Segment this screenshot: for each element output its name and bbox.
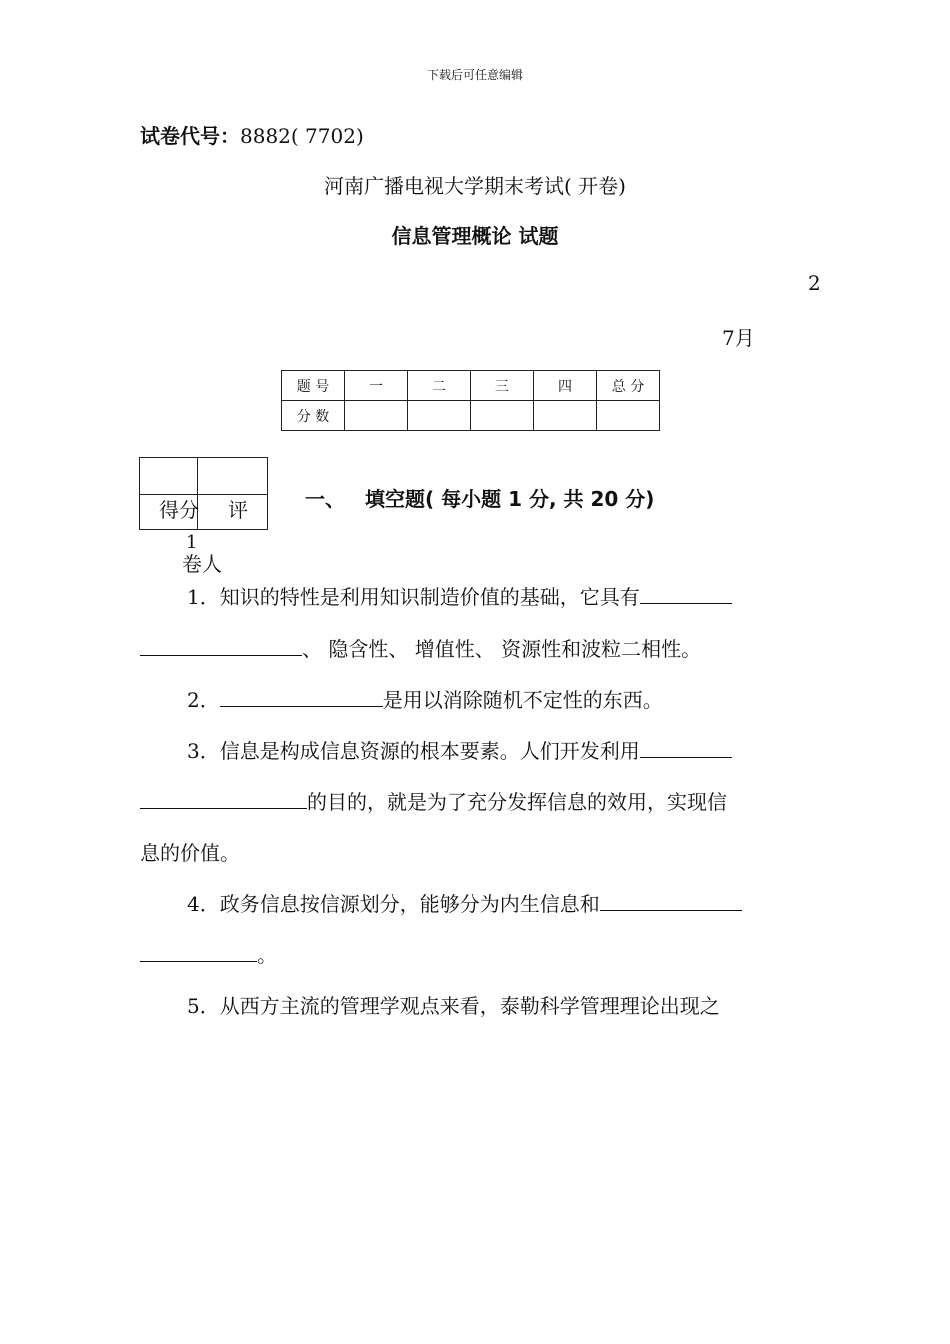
exam-code-label: 试卷代号： (140, 124, 240, 148)
score-header-cell: 二 (408, 371, 471, 401)
question-text: 息的价值。 (140, 841, 240, 865)
question-text: 4．政务信息按信源划分，能够分为内生信息和 (187, 892, 600, 916)
score-cell-empty (408, 401, 471, 431)
question-text: 1．知识的特性是利用知识制造价值的基础，它具有 (187, 585, 640, 609)
question-3-line-3 (140, 837, 240, 866)
grader-score-label: 得分 (159, 498, 199, 522)
answer-blank (600, 890, 742, 911)
answer-blank (640, 583, 732, 604)
score-cell-empty (471, 401, 534, 431)
score-header-cell: 题 号 (282, 371, 345, 401)
exam-subject-title: 信息管理概论 试题 (391, 224, 559, 248)
score-header-cell: 总 分 (597, 371, 660, 401)
question-text: 是用以消除随机不定性的东西。 (382, 688, 663, 712)
question-1-line-2 (140, 633, 701, 662)
answer-blank (140, 941, 257, 962)
exam-date-year: 2 (808, 271, 821, 295)
answer-blank (140, 635, 302, 656)
answer-blank (140, 788, 307, 809)
score-table-value-row (282, 401, 660, 431)
grader-one-label: 1 (186, 532, 198, 553)
score-cell-empty (597, 401, 660, 431)
question-text: 。 (257, 943, 277, 967)
question-3-line-2 (140, 786, 727, 815)
score-cell-empty (534, 401, 597, 431)
section-title: 填空题( 每小题 1 分, 共 20 分) (365, 487, 655, 511)
grader-box-cell (197, 457, 268, 495)
score-cell-empty (345, 401, 408, 431)
score-table-header-row (282, 371, 660, 401)
exam-date-month: 7月 (722, 326, 755, 350)
grader-review-label: 评 (228, 498, 248, 522)
question-4-line-2 (140, 939, 277, 968)
section-number: 一、 (305, 487, 345, 511)
exam-school-title: 河南广播电视大学期末考试( 开卷) (324, 174, 626, 198)
question-3-line-1 (187, 735, 732, 764)
score-header-cell: 四 (534, 371, 597, 401)
question-1-line-1 (187, 581, 732, 610)
question-text: 的目的，就是为了充分发挥信息的效用，实现信 (307, 790, 727, 814)
exam-code-value: 8882( 7702) (240, 124, 364, 148)
question-text: 5．从西方主流的管理学观点来看，泰勒科学管理理论出现之 (187, 994, 720, 1018)
question-text: 3．信息是构成信息资源的根本要素。人们开发利用 (187, 739, 640, 763)
score-header-cell: 一 (345, 371, 408, 401)
score-row-label: 分 数 (282, 401, 345, 431)
score-table (281, 370, 660, 431)
grader-reviewer-label: 卷人 (182, 552, 222, 576)
score-header-cell: 三 (471, 371, 534, 401)
question-2 (187, 684, 663, 713)
header-note: 下载后可任意编辑 (426, 68, 523, 82)
answer-blank (220, 686, 383, 707)
question-text: 、 隐含性、 增值性、 资源性和波粒二相性。 (302, 637, 702, 661)
section-heading (305, 483, 654, 512)
answer-blank (640, 737, 732, 758)
question-5-line-1 (187, 990, 720, 1019)
exam-code (140, 120, 364, 149)
question-text: 2． (187, 688, 220, 712)
question-4-line-1 (187, 888, 742, 917)
grader-box-cell (139, 457, 198, 495)
